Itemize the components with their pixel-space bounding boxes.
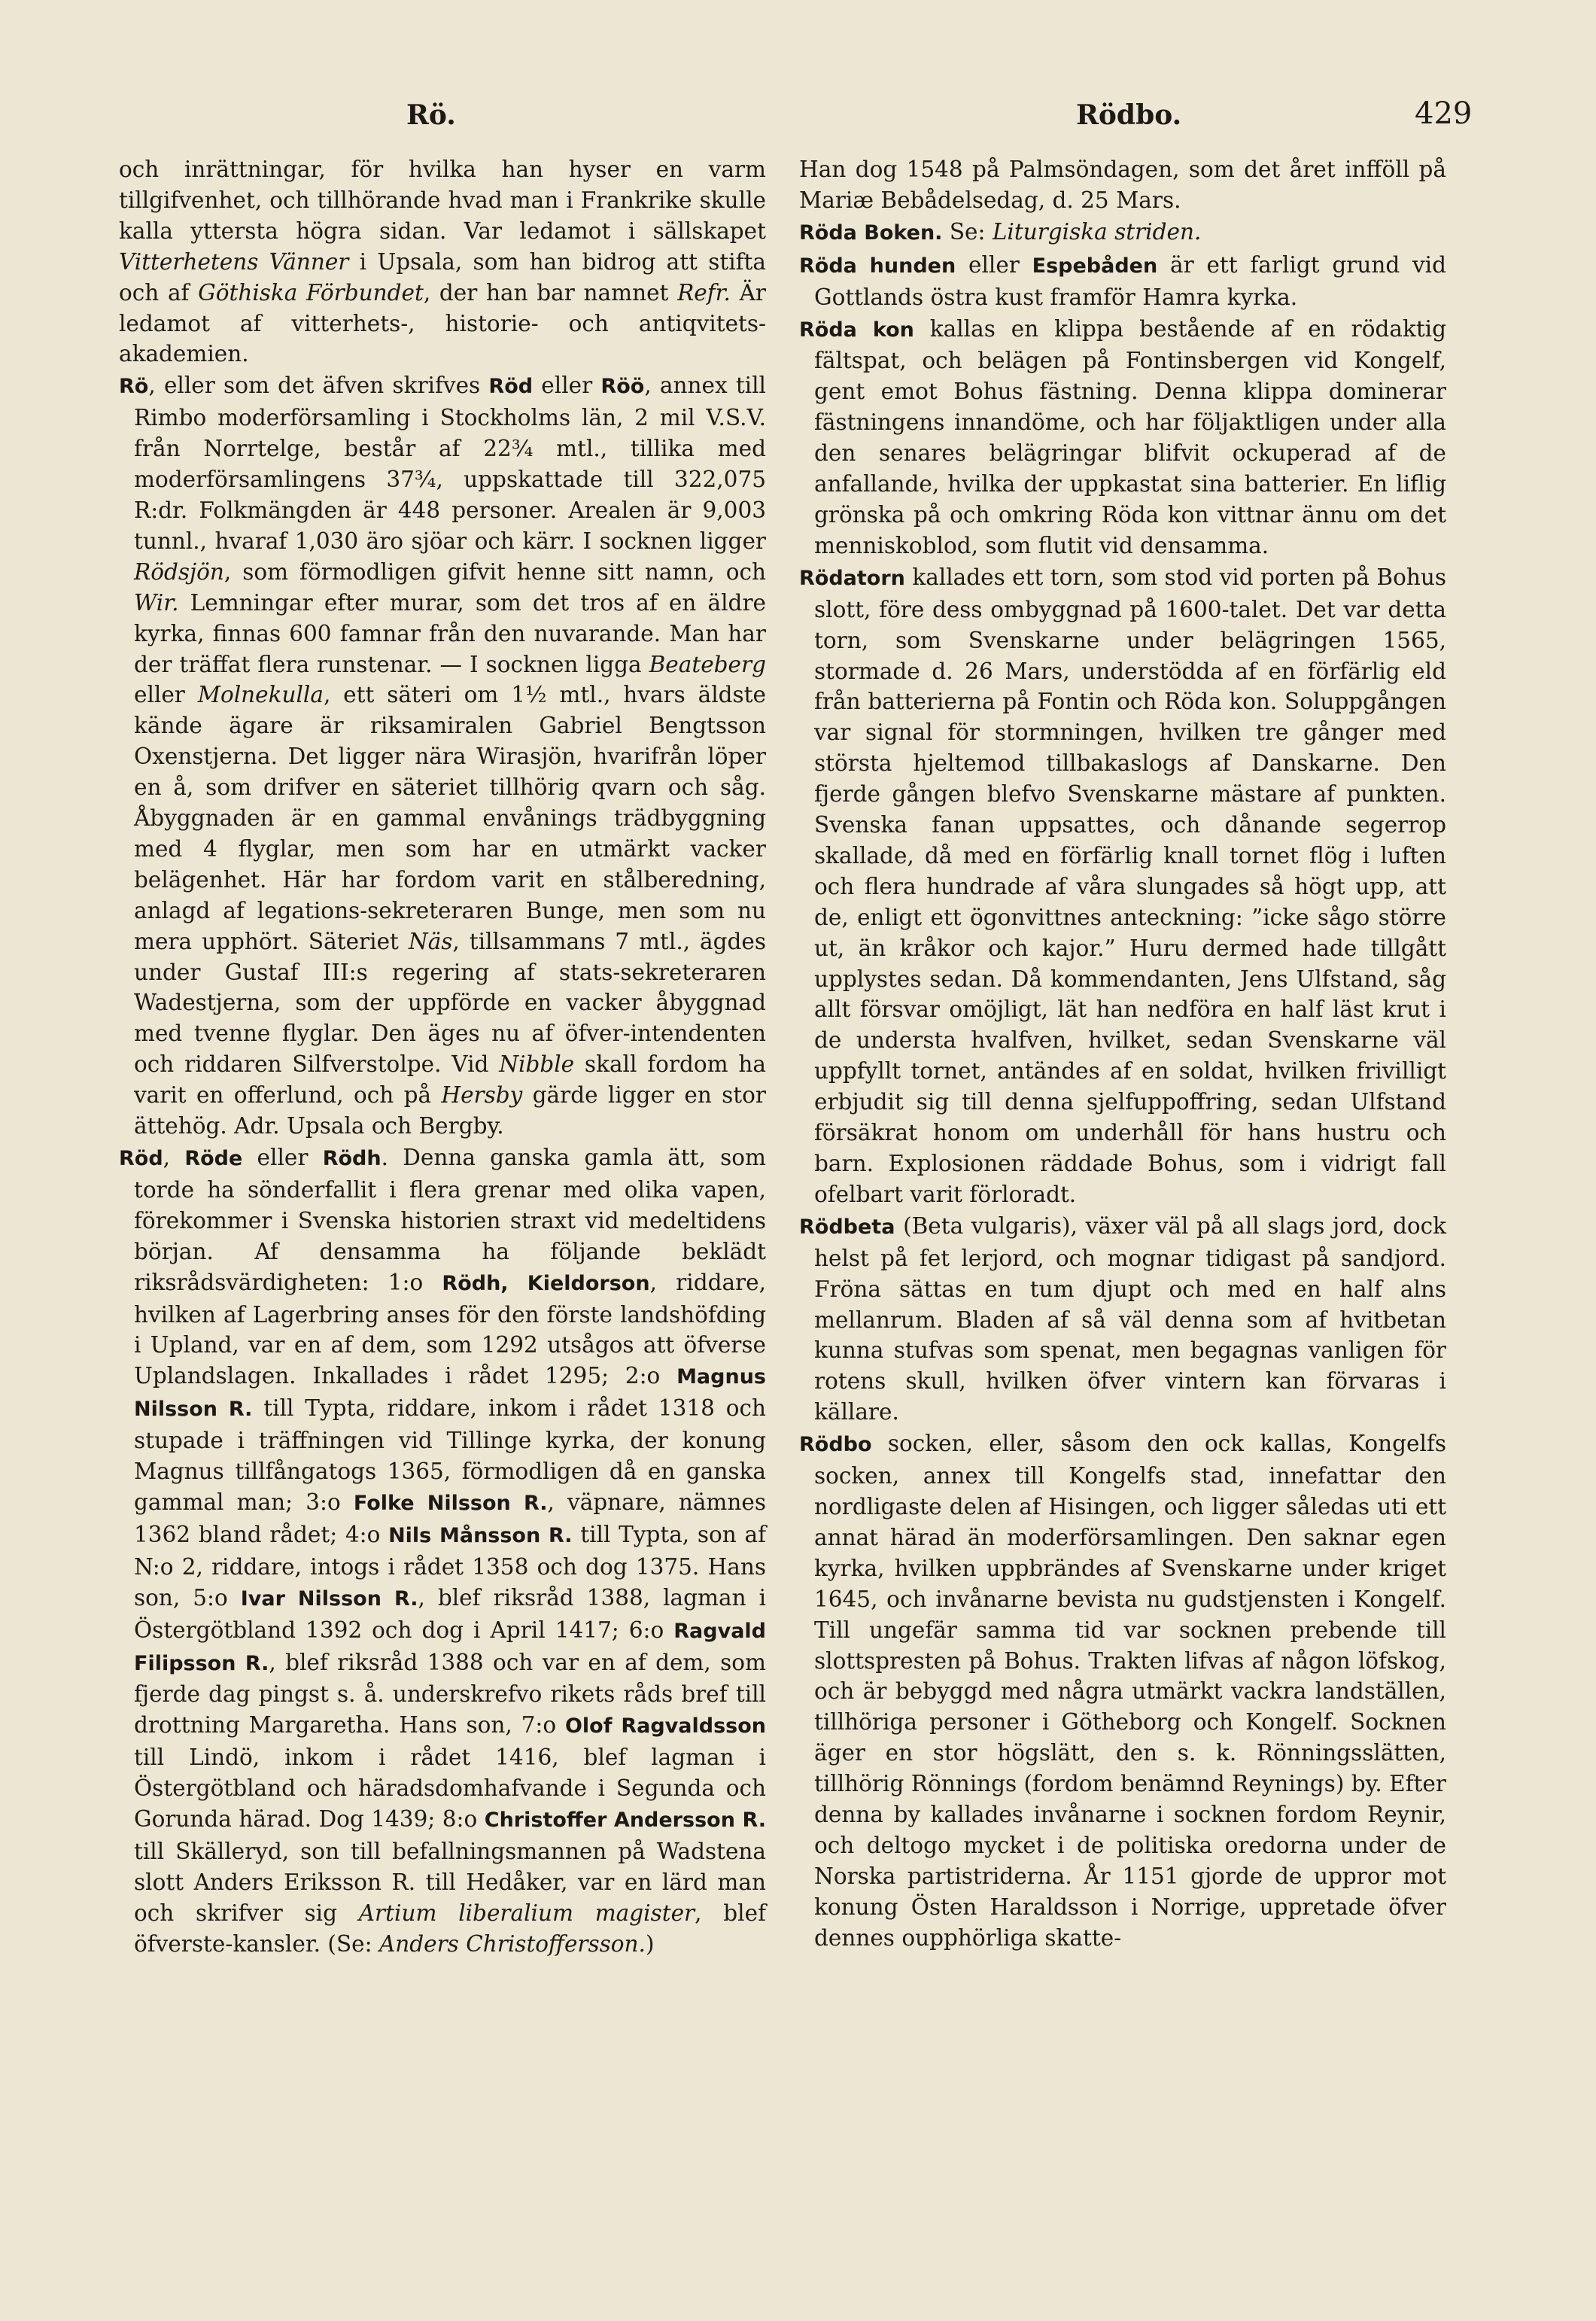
headword: Röda Boken. [799, 221, 943, 245]
running-head-left: Rö. [406, 99, 456, 131]
italic-term: Hersby [441, 1082, 523, 1109]
headword: Ragvald Filipsson R. [134, 1619, 766, 1675]
text-run: kallades ett torn, som stod vid porten på Bohus slott, före dess ombyggnad på 1600-talet. Det var detta torn, som Svenskarne under belägringen 1565, stormade d. 26 Mars, understödda af en förfärlig eld från batterierna på Fontin och Röda kon. Soluppgången var signal för stormningen, hvilken tre gånger med största hjeltemod tillbakaslogs af Danskarne. Den fjerde gången blefvo Svenskarne mästare af punkten. Svenska fanan uppsattes, och dånande segerrop skallade, då med en förfärlig knall tornet flög i luften och flera hundrade af våra slungades så högt upp, att de, enligt ett ögonvittnes anteckning: ”icke sågo större ut, än kråkor och kajor.” Huru dermed hade tillgått upplystes sedan. Då kommendanten, Jens Ulfstand, såg allt försvar omöjligt, lät han nedföra en half läst krut i de understa hvalfven, hvilket, sedan Svenskarne väl uppfyllt tornet, antändes af en soldat, hvilken frivilligt erbjudit sig till denna sjelfuppoffring, sedan Ulfstand försäkrat honom om underhåll för hans hustru och barn. Explosionen räddade Bohus, som i vidrigt fall ofelbart varit förloradt. [814, 564, 1446, 1207]
headword: Röde [184, 1147, 243, 1170]
text-run: eller [956, 251, 1032, 278]
entry-rod [119, 1142, 766, 1960]
text-run: , blef öfverste-kansler. (Se: [134, 1900, 766, 1957]
text-run: Lemningar efter murar, som det tros af en äldre kyrka, finnas 600 famnar från den nuvarande. Man har der träffat flera runstenar. — I socknen ligga [134, 589, 766, 677]
italic-term: Näs [408, 928, 453, 954]
entry-rodbeta [799, 1211, 1446, 1428]
entry-ro [119, 370, 766, 1142]
text-run: och inrättningar, för hvilka han hyser en varm tillgifvenhet, och tillhörande hvad man i Frankrike skulle kalla yttersta högra sidan. Var ledamot i sällskapet [119, 157, 766, 244]
italic-term: Rödsjön [134, 558, 224, 585]
headword: Espebåden [1032, 254, 1158, 278]
italic-term: Wir. [134, 589, 179, 616]
headword: Folke Nilsson R. [353, 1491, 548, 1515]
headword: Nils Månsson R. [388, 1523, 573, 1547]
text-run: , blef riksråd 1388 och var en af dem, som fjerde dag pingst s. å. underskrefvo rikets råds bref till drottning Margaretha. Hans son, 7:o [134, 1649, 766, 1738]
italic-term: Beateberg [649, 651, 766, 677]
italic-term: Liturgiska striden. [992, 218, 1202, 245]
entry-roda-kon [799, 314, 1446, 561]
text-run: (Beta vulgaris), växer väl på all slags jord, dock helst på fet lerjord, och mognar tidigast på sandjord. Fröna sättas en tum djupt och med en half alns mellanrum. Bladen af så väl denna som af hvitbetan kunna stufvas som spenat, men begagnas vanligen för rotens skull, hvilken öfver vintern kan förvaras i källare. [814, 1212, 1446, 1425]
text-run: , [163, 1145, 185, 1170]
text-run: ) [645, 1930, 655, 1957]
text-run: socken, eller, såsom den ock kallas, Kongelfs socken, annex till Kongelfs stad, innefattar den nordligaste delen af Hisingen, och ligger såledas uti ett annat härad än moderförsamlingen. Den saknar egen kyrka, hvilken uppbrändes af Svenskarne under kriget 1645, och invånarne bevista nu gudstjensten i Kongelf. Till ungefär samma tid var socknen prebende till slottspresten på Bohus. Trakten lifvas af någon löfskog, och är bebyggd med några utmärkt vackra landställen, tillhöriga personer i Götheborg och Kongelf. Socknen äger en stor högslätt, den s. k. Rönningsslätten, tillhörig Rönnings (fordom benämnd Reynings) by. Efter denna by kallades invånarne i socknen fordom Reynir, och deltogo mycket i de politiska oredorna under de Norska partistriderna. År 1151 gjorde de uppror mot konung Östen Haraldsson i Norrige, uppretade öfver dennes oupphörliga skatte- [814, 1431, 1446, 1951]
text-run: till Typta, riddare, inkom i rådet 1318 och stupade i träffningen vid Tillinge kyrka, der konung Magnus tillfångatogs 1365, förmodligen då en ganska gammal man; 3:o [134, 1395, 767, 1515]
italic-term: Refr. [677, 279, 731, 306]
text-run: , annex till Rimbo moderförsamling i Stockholms län, 2 mil V.S.V. från Norrtelge, består af 22¾ mtl., tillika med moderförsamlingens 37¾, uppskattade till 322,075 R:dr. Folkmängden är 448 personer. Arealen är 9,003 tunnl., hvaraf 1,030 äro sjöar och kärr. I socknen ligger [134, 373, 766, 554]
text-run: till Lindö, inkom i rådet 1416, blef lagman i Östergötbland och häradsdomhafvande i Segunda och Gorunda härad. Dog 1439; 8:o [134, 1745, 766, 1833]
headword: Christoffer Andersson R. [484, 1808, 766, 1833]
headword: Ivar Nilsson R. [240, 1586, 418, 1611]
headword: Rödh, Kieldorson [442, 1271, 650, 1295]
text-run: skall fordom ha varit en offerlund, och på [134, 1051, 766, 1109]
headword: Röda kon [799, 318, 914, 342]
text-run: , ett säteri om 1½ mtl., hvars äldste kände ägare är riksamiralen Gabriel Bengtsson Oxenstjerna. Det ligger nära Wirasjön, hvarifrån löper en å, som drifver en säteriet tillhörig qvarn och såg. Åbyggnaden är en gammal envånings trädbyggning med 4 flyglar, men som har en utmärkt vacker belägenhet. Här har fordom varit en stålberedning, anlagd af legations-sekreteraren Bunge, men som nu mera upphört. Säteriet [134, 682, 766, 954]
headword: Rödatorn [799, 566, 905, 590]
text-run: , väpnare, nämnes 1362 bland rådet; 4:o [134, 1489, 766, 1547]
italic-term: Anders Christoffersson. [378, 1930, 646, 1957]
headword: Röö [600, 375, 645, 399]
headword: Magnus Nilsson R. [134, 1365, 766, 1422]
text-run: Är ledamot af vitterhets-, historie- och antiqvitets-akademien. [119, 279, 766, 367]
page-number: 429 [1415, 96, 1473, 131]
headword: Röd [119, 1147, 163, 1170]
entry-roda-boken [799, 217, 1446, 249]
entry-roda-hunden [799, 250, 1446, 313]
text-run: eller [134, 682, 198, 708]
italic-term: Artium liberalium magister [358, 1900, 695, 1926]
text-run: är ett farligt grund vid Gottlands östra kust framför Hamra kyrka. [814, 251, 1447, 310]
text-run: gärde ligger en stor ättehög. Adr. Upsala och Bergby. [134, 1082, 766, 1139]
text-run: , blef riksråd 1388, lagman i Östergötbland 1392 och dog i April 1417; 6:o [134, 1584, 767, 1643]
italic-term: Molnekulla [197, 682, 324, 708]
text-run: till Skälleryd, son till befallningsmannen på Wadstena slott Anders Eriksson R. till Hedåker, var en lärd man och skrifver sig [134, 1838, 766, 1926]
entry-rodbo [799, 1428, 1446, 1953]
headword: Rö [119, 375, 149, 399]
text-run: kallas en klippa bestående af en rödaktig fältspat, och belägen på Fontinsbergen vid Kongelf, gent emot Bohus fästning. Denna klippa dominerar fästningens innandöme, och har följaktligen under alla den senares belägringar blifvit ockuperad af de anfallande, hvilka der uppkastat sina batterier. En liflig grönska på och omkring Röda kon vittnar ännu om det menniskoblod, som flutit vid densamma. [814, 315, 1446, 558]
text-run: Se: [942, 218, 993, 245]
text-run: till Typta, son af N:o 2, riddare, intogs i rådet 1358 och dog 1375. Hans son, 5:o [134, 1521, 767, 1611]
italic-term: Nibble [499, 1051, 575, 1078]
paragraph [119, 154, 766, 370]
text-run: eller [533, 373, 601, 399]
text-run: eller [242, 1145, 323, 1170]
headword: Röda hunden [799, 254, 956, 278]
headword: Rödbo [799, 1433, 872, 1457]
text-run: i Upsala, som han bidrog att stifta och af [119, 248, 766, 306]
running-head [0, 90, 1596, 135]
running-head-center: Rödbo. [1076, 99, 1182, 131]
text-run: , eller som det äfven skrifves [148, 373, 489, 399]
headword: Rödh [322, 1147, 382, 1170]
italic-term: Vitterhetens Vänner [119, 248, 349, 275]
italic-term: Göthiska Förbundet [198, 279, 424, 306]
text-run: . Denna ganska gamla ätt, som torde ha sönderfallit i flera grenar med olika vapen, förekommer i Svenska historien straxt vid medeltidens början. Af densamma ha följande beklädt riksrådsvärdigheten: 1:o [134, 1145, 766, 1295]
text-run: , riddare, hvilken af Lagerbring anses för den förste landshöfding i Upland, var en af dem, som 1292 utsågos att öfverse Uplandslagen. Inkallades i rådet 1295; 2:o [134, 1269, 766, 1389]
headword: Olof Ragvaldsson [564, 1714, 766, 1738]
text-run: Han dog 1548 på Palmsöndagen, som det året infföll på Mariæ Bebådelsedag, d. 25 Mars. [799, 157, 1446, 213]
left-column [119, 154, 766, 1960]
text-run: , som förmodligen gifvit henne sitt namn, och [223, 558, 766, 585]
right-column [799, 154, 1446, 1954]
text-run: , tillsammans 7 mtl., ägdes under Gustaf III:s regering af stats-sekreteraren Wadestjerna, som der uppförde en vacker åbyggnad med tvenne flyglar. Den äges nu af öfver-intendenten och riddaren Silfverstolpe. Vid [134, 928, 766, 1078]
text-run: , der han bar namnet [423, 279, 678, 306]
headword: Röd [488, 375, 534, 399]
entry-rodatorn [799, 562, 1446, 1210]
paragraph [799, 154, 1446, 216]
headword: Rödbeta [799, 1215, 895, 1239]
